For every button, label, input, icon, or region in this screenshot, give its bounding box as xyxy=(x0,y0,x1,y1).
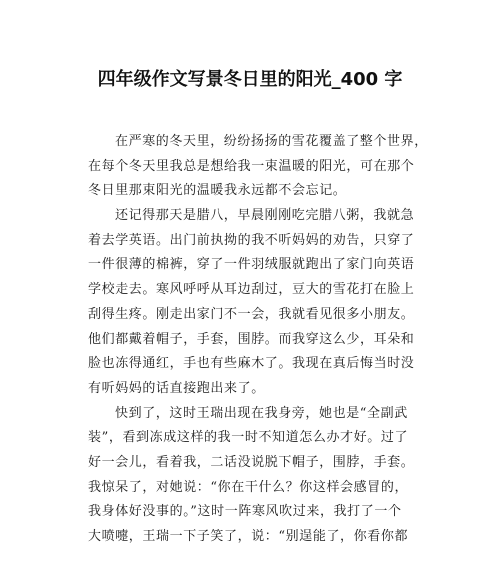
text-line: 在严寒的冬天里，纷纷扬扬的雪花覆盖了整个世界， xyxy=(115,134,428,149)
text-line: 他们都戴着帽子，手套，围脖。而我穿这么少，耳朵和 xyxy=(88,331,415,347)
text-line: 有听妈妈的话直接跑出来了。 xyxy=(88,380,265,396)
text-line: 我惊呆了，对她说：“你在干什么？你这样会感冒的， xyxy=(88,479,409,495)
text-line: 装”，看到冻成这样的我一时不知道怎么办才好。过了 xyxy=(88,430,409,446)
text-line: 我身体好没事的。”这时一阵寒风吹过来，我打了一个 xyxy=(88,504,402,520)
document-body xyxy=(88,130,428,550)
text-line: 刮得生疼。刚走出家门不一会，我就看见很多小朋友。 xyxy=(88,306,415,322)
text-line: 一件很薄的棉裤，穿了一件羽绒服就跑出了家门向英语 xyxy=(88,257,415,273)
text-line: 快到了，这时王瑞出现在我身旁，她也是“全副武 xyxy=(115,405,408,421)
text-line: 冬日里那束阳光的温暖我永远都不会忘记。 xyxy=(88,183,347,199)
text-line: 脸也冻得通红，手也有些麻木了。我现在真后悔当时没 xyxy=(88,356,415,372)
text-line: 好一会儿，看着我，二话没说脱下帽子，围脖，手套。 xyxy=(88,454,415,470)
text-line: 还记得那天是腊八，早晨刚刚吃完腊八粥，我就急 xyxy=(115,208,415,224)
text-line: 学校走去。寒风呼呼从耳边刮过，豆大的雪花打在脸上 xyxy=(88,282,415,298)
document-title: 四年级作文写景冬日里的阳光_400 字 xyxy=(97,69,403,90)
text-line: 在每个冬天里我总是想给我一束温暖的阳光，可在那个 xyxy=(88,158,415,174)
text-line: 着去学英语。出门前执拗的我不听妈妈的劝告，只穿了 xyxy=(88,232,415,248)
text-line: 大喷嚏，王瑞一下子笑了，说：“别逞能了，你看你都 xyxy=(88,529,409,544)
